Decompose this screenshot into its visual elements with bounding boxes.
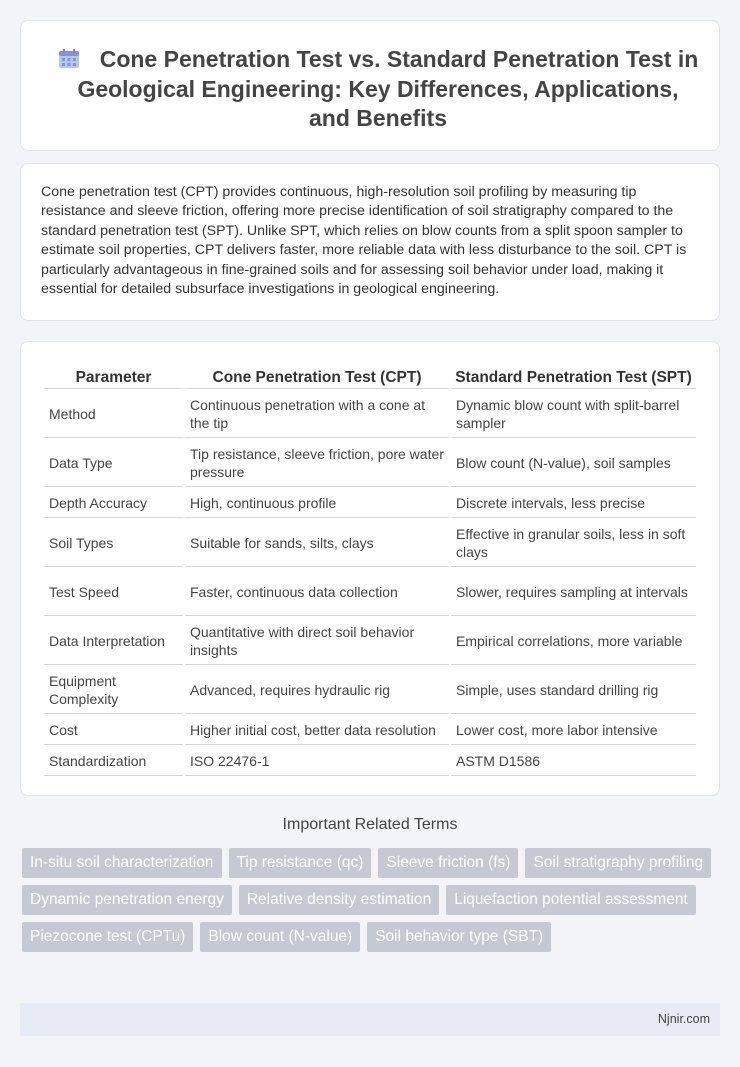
footer (20, 1003, 720, 1036)
summary-card (20, 163, 720, 321)
comparison-table (42, 361, 698, 778)
table-row (44, 440, 696, 487)
row-parameter: Data Interpretation (44, 618, 183, 665)
related-term-tag[interactable]: Sleeve friction (fs) (378, 848, 518, 878)
row-spt-value: Dynamic blow count with split-barrel sampler (451, 391, 696, 438)
row-cpt-value: Faster, continuous data collection (185, 569, 449, 616)
row-cpt-value: Higher initial cost, better data resolution (185, 716, 449, 745)
related-terms-list (22, 848, 722, 959)
row-spt-value: Empirical correlations, more variable (451, 618, 696, 665)
table-row (44, 520, 696, 567)
row-parameter: Standardization (44, 747, 183, 776)
related-term-tag[interactable]: Blow count (N-value) (200, 922, 360, 952)
related-term-tag[interactable]: Dynamic penetration energy (22, 885, 232, 915)
row-cpt-value: High, continuous profile (185, 489, 449, 518)
summary-paragraph: Cone penetration test (CPT) provides continuous, high-resolution soil profiling by measuring tip resistance and sleeve friction, offering more precise identification of soil stratigraphy compared to the standard penetration test (SPT). Unlike SPT, which relies on blow counts from a split spoon sampler to estimate soil properties, CPT delivers faster, more reliable data with less disturbance to the soil. CPT is particularly advantageous in fine-grained soils and for assessing soil behavior under load, making it essential for detailed subsurface investigations in geological engineering. (41, 184, 687, 298)
related-term-tag[interactable]: Liquefaction potential assessment (446, 885, 696, 915)
row-cpt-value: Quantitative with direct soil behavior insights (185, 618, 449, 665)
row-spt-value: Lower cost, more labor intensive (451, 716, 696, 745)
related-term-tag[interactable]: Relative density estimation (239, 885, 439, 915)
table-row (44, 618, 696, 665)
header-spt: Standard Penetration Test (SPT) (451, 363, 696, 389)
row-spt-value: Simple, uses standard drilling rig (451, 667, 696, 714)
row-parameter: Method (44, 391, 183, 438)
row-cpt-value: Advanced, requires hydraulic rig (185, 667, 449, 714)
row-parameter: Soil Types (44, 520, 183, 567)
header-cpt: Cone Penetration Test (CPT) (185, 363, 449, 389)
table-header-row (44, 363, 696, 389)
row-spt-value: Slower, requires sampling at intervals (451, 569, 696, 616)
page-title-text: Cone Penetration Test vs. Standard Penetration Test in Geological Engineering: Key Differences, Applications, and Benefits (77, 46, 699, 131)
header-parameter: Parameter (44, 363, 183, 389)
table-row (44, 569, 696, 616)
table-row (44, 667, 696, 714)
calendar-icon (58, 49, 80, 69)
page-title (57, 45, 699, 134)
row-parameter: Depth Accuracy (44, 489, 183, 518)
related-term-tag[interactable]: Soil behavior type (SBT) (367, 922, 551, 952)
row-spt-value: Effective in granular soils, less in soft clays (451, 520, 696, 567)
row-parameter: Data Type (44, 440, 183, 487)
row-cpt-value: Suitable for sands, silts, clays (185, 520, 449, 567)
title-card (20, 20, 720, 151)
row-cpt-value: ISO 22476-1 (185, 747, 449, 776)
related-term-tag[interactable]: Soil stratigraphy profiling (525, 848, 711, 878)
row-parameter: Test Speed (44, 569, 183, 616)
comparison-table-card (20, 341, 720, 796)
table-row (44, 489, 696, 518)
related-term-tag[interactable]: Tip resistance (qc) (229, 848, 372, 878)
related-term-tag[interactable]: Piezocone test (CPTu) (22, 922, 193, 952)
related-terms-heading: Important Related Terms (282, 816, 458, 833)
table-row (44, 747, 696, 776)
table-row (44, 716, 696, 745)
row-cpt-value: Tip resistance, sleeve friction, pore water pressure (185, 440, 449, 487)
row-spt-value: ASTM D1586 (451, 747, 696, 776)
row-parameter: Cost (44, 716, 183, 745)
row-cpt-value: Continuous penetration with a cone at the tip (185, 391, 449, 438)
table-row (44, 391, 696, 438)
footer-site-link[interactable]: Njnir.com (657, 1012, 710, 1026)
related-term-tag[interactable]: In-situ soil characterization (22, 848, 222, 878)
row-parameter: Equipment Complexity (44, 667, 183, 714)
row-spt-value: Discrete intervals, less precise (451, 489, 696, 518)
row-spt-value: Blow count (N-value), soil samples (451, 440, 696, 487)
